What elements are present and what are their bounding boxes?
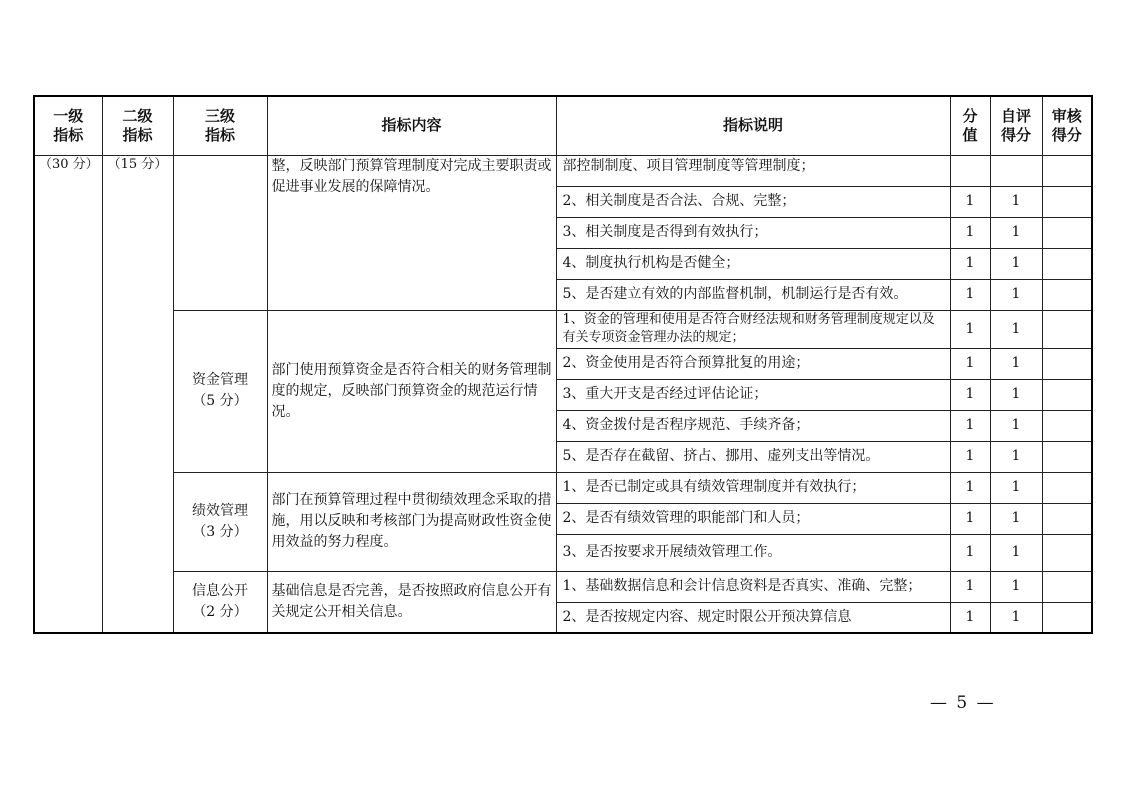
points-cell: 1 [950,472,990,503]
audit-score-cell [1042,186,1092,217]
content-performance: 部门在预算管理过程中贯彻绩效理念采取的措施，用以反映和考核部门为提高财政性资金使用效益的努力程度。 [267,472,556,571]
explanation-row: 2、相关制度是否合法、合规、完整； [556,186,950,217]
explanation-row: 5、是否建立有效的内部监督机制，机制运行是否有效。 [556,279,950,310]
audit-score-cell [1042,441,1092,472]
indicator-table [33,95,1093,634]
self-score-cell: 1 [990,248,1042,279]
audit-score-cell [1042,379,1092,410]
self-score-cell: 1 [990,602,1042,633]
self-score-cell: 1 [990,279,1042,310]
level3-system-cell [173,155,267,310]
audit-score-cell [1042,503,1092,534]
points-cell: 1 [950,441,990,472]
level3-funds [173,310,267,472]
explanation-row: 2、是否有绩效管理的职能部门和人员； [556,503,950,534]
points-cell: 1 [950,571,990,602]
explanation-row: 1、资金的管理和使用是否符合财经法规和财务管理制度规定以及有关专项资金管理办法的规定； [556,310,950,348]
content-funds: 部门使用预算资金是否符合相关的财务管理制度的规定，反映部门预算资金的规范运行情况。 [267,310,556,472]
points-cell: 1 [950,186,990,217]
level3-funds-score: （5 分） [192,393,248,409]
self-score-cell: 1 [990,534,1042,571]
points-cell: 1 [950,534,990,571]
level3-performance-score: （3 分） [192,523,248,540]
header-points: 分 值 [950,96,990,155]
level3-info-score: （2 分） [192,603,248,620]
header-audit-score: 审核 得分 [1042,96,1092,155]
explanation-row: 4、资金拨付是否程序规范、手续齐备； [556,410,950,441]
points-cell [950,155,990,186]
header-level2: 二级 指标 [102,96,173,155]
header-level1: 一级 指标 [34,96,102,155]
audit-score-cell [1042,217,1092,248]
explanation-row: 2、资金使用是否符合预算批复的用途； [556,348,950,379]
explanation-row: 3、是否按要求开展绩效管理工作。 [556,534,950,571]
points-cell: 1 [950,602,990,633]
content-info-disclosure: 基础信息是否完善，是否按照政府信息公开有关规定公开相关信息。 [267,571,556,633]
self-score-cell: 1 [990,571,1042,602]
self-score-cell: 1 [990,186,1042,217]
level3-info-name: 信息公开 [192,582,248,599]
header-explanation: 指标说明 [556,96,950,155]
self-score-cell: 1 [990,410,1042,441]
self-score-cell: 1 [990,348,1042,379]
level3-funds-name: 资金管理 [192,372,248,388]
explanation-row: 3、重大开支是否经过评估论证； [556,379,950,410]
audit-score-cell [1042,571,1092,602]
page-number: — 5 — [930,693,996,713]
audit-score-cell [1042,410,1092,441]
self-score-cell: 1 [990,472,1042,503]
audit-score-cell [1042,602,1092,633]
level3-performance-name: 绩效管理 [192,502,248,519]
self-score-cell [990,155,1042,186]
self-score-cell: 1 [990,217,1042,248]
header-self-score: 自评 得分 [990,96,1042,155]
audit-score-cell [1042,155,1092,186]
level3-info-disclosure [173,571,267,633]
explanation-row: 部控制制度、项目管理制度等管理制度； [556,155,950,186]
self-score-cell: 1 [990,379,1042,410]
header-content: 指标内容 [267,96,556,155]
points-cell: 1 [950,379,990,410]
level3-performance [173,472,267,571]
points-cell: 1 [950,248,990,279]
explanation-row: 4、制度执行机构是否健全； [556,248,950,279]
points-cell: 1 [950,310,990,348]
explanation-row: 2、是否按规定内容、规定时限公开预决算信息 [556,602,950,633]
explanation-row: 3、相关制度是否得到有效执行； [556,217,950,248]
points-cell: 1 [950,217,990,248]
self-score-cell: 1 [990,441,1042,472]
audit-score-cell [1042,279,1092,310]
points-cell: 1 [950,348,990,379]
explanation-row: 1、是否已制定或具有绩效管理制度并有效执行； [556,472,950,503]
audit-score-cell [1042,472,1092,503]
points-cell: 1 [950,503,990,534]
audit-score-cell [1042,248,1092,279]
level2-score: （15 分） [102,155,173,633]
points-cell: 1 [950,279,990,310]
audit-score-cell [1042,310,1092,348]
explanation-row: 5、是否存在截留、挤占、挪用、虚列支出等情况。 [556,441,950,472]
content-system: 整，反映部门预算管理制度对完成主要职责或促进事业发展的保障情况。 [267,155,556,310]
audit-score-cell [1042,534,1092,571]
self-score-cell: 1 [990,503,1042,534]
explanation-row: 1、基础数据信息和会计信息资料是否真实、准确、完整； [556,571,950,602]
level1-score: （30 分） [34,155,102,633]
points-cell: 1 [950,410,990,441]
audit-score-cell [1042,348,1092,379]
self-score-cell: 1 [990,310,1042,348]
header-level3: 三级 指标 [173,96,267,155]
